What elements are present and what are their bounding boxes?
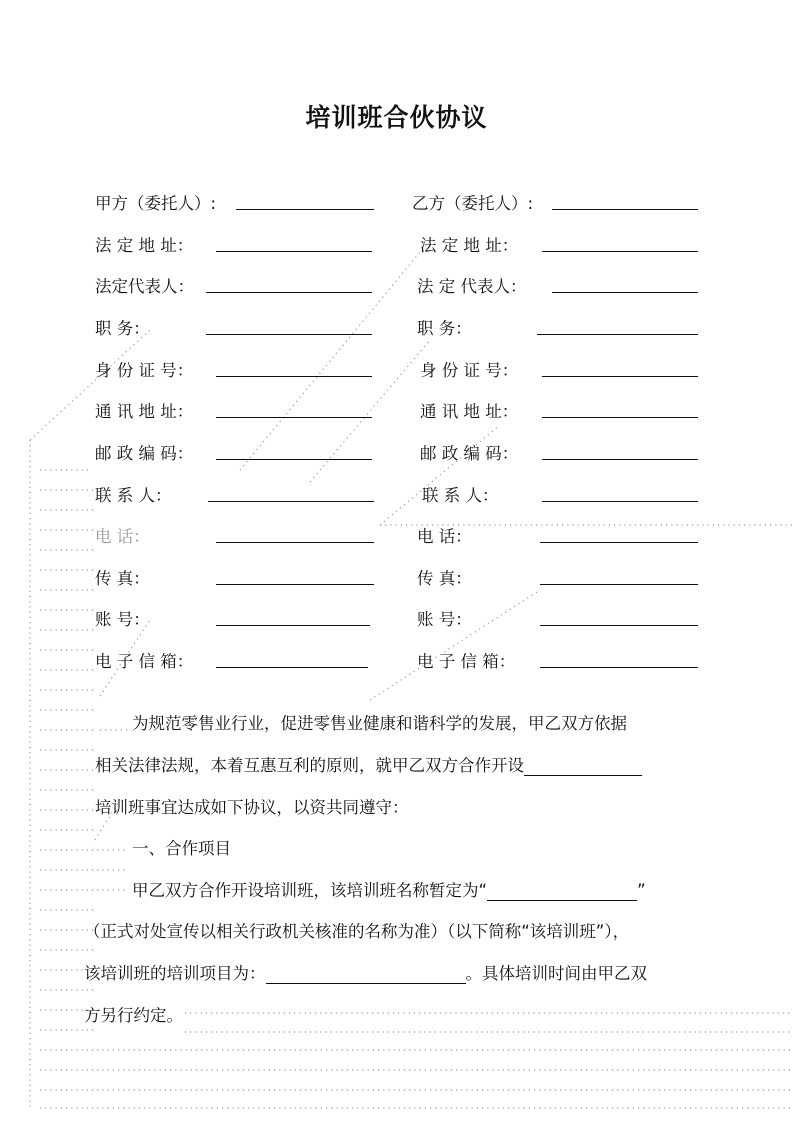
party-b-phone-blank[interactable] [540, 542, 698, 543]
party-a-contact-label: 联 系 人： [95, 486, 172, 505]
party-b-account-blank[interactable] [540, 625, 698, 626]
party-a-phone-label: 电 话： [95, 527, 150, 546]
party-a-email-blank[interactable] [216, 667, 368, 668]
party-b-address-blank[interactable] [542, 251, 698, 252]
party-b-header: 乙方（委托人）: [412, 194, 534, 213]
course-blank[interactable] [524, 757, 642, 776]
intro-line-2 [95, 752, 642, 776]
party-a-postcode-label: 邮 政 编 码： [95, 444, 194, 463]
section-1-line-3-tail: 。具体培训时间由甲乙双 [465, 964, 647, 983]
party-a-fax-blank[interactable] [216, 584, 374, 585]
party-a-id-label: 身 份 证 号： [95, 361, 194, 380]
section-1-line-1 [132, 877, 646, 901]
party-b-contact-blank[interactable] [542, 501, 698, 502]
party-a-id-blank[interactable] [216, 376, 372, 377]
party-a-account-label: 账 号： [95, 610, 150, 629]
party-a-contact-blank[interactable] [208, 501, 374, 502]
party-b-id-label: 身 份 证 号： [420, 361, 519, 380]
party-b-name-blank[interactable] [552, 209, 698, 210]
party-b-email-blank[interactable] [540, 667, 698, 668]
party-b-postcode-blank[interactable] [542, 459, 698, 460]
party-b-contact-label: 联 系 人： [422, 486, 499, 505]
party-b-fax-label: 传 真： [417, 569, 472, 588]
party-a-mail-address-blank[interactable] [216, 417, 372, 418]
party-a-address-label: 法 定 地 址： [95, 236, 194, 255]
training-item-blank[interactable] [266, 965, 466, 984]
section-1-line-2: （正式对处宣传以相关行政机关核准的名称为准）（以下简称“该培训班”）， [84, 922, 630, 941]
party-b-address-label: 法 定 地 址： [420, 236, 519, 255]
party-a-representative-blank[interactable] [206, 292, 372, 293]
party-b-account-label: 账 号： [417, 610, 472, 629]
party-a-position-blank[interactable] [206, 334, 372, 335]
section-1-line-3 [84, 960, 647, 984]
party-a-position-label: 职 务： [95, 319, 150, 338]
party-a-header: 甲方（委托人）: [95, 194, 217, 213]
section-1-line-3-text: 该培训班的培训项目为： [84, 964, 266, 983]
section-1-line-1-quote: ” [637, 881, 646, 900]
party-b-mail-address-blank[interactable] [542, 417, 698, 418]
class-name-blank[interactable] [487, 882, 637, 901]
intro-line-1: 为规范零售业行业，促进零售业健康和谐科学的发展，甲乙双方依据 [132, 714, 627, 733]
section-1-line-1-text: 甲乙双方合作开设培训班，该培训班名称暂定为“ [132, 881, 488, 900]
document-title: 培训班合伙协议 [305, 103, 488, 132]
party-b-postcode-label: 邮 政 编 码： [420, 444, 519, 463]
party-b-mail-address-label: 通 讯 地 址： [420, 402, 519, 421]
party-a-representative-label: 法定代表人： [95, 277, 194, 296]
party-b-fax-blank[interactable] [540, 584, 698, 585]
party-a-name-blank[interactable] [236, 209, 374, 210]
section-1-heading: 一、合作项目 [132, 839, 231, 858]
party-a-phone-blank[interactable] [216, 542, 374, 543]
intro-line-3: 培训班事宜达成如下协议，以资共同遵守： [95, 798, 409, 817]
party-b-position-blank[interactable] [537, 334, 698, 335]
party-a-email-label: 电 子 信 箱： [95, 652, 194, 671]
party-b-phone-label: 电 话： [417, 527, 472, 546]
section-1-line-4: 方另行约定。 [84, 1006, 183, 1025]
party-b-id-blank[interactable] [542, 376, 698, 377]
party-b-representative-label: 法 定 代表人： [417, 277, 527, 296]
party-a-account-blank[interactable] [216, 625, 370, 626]
party-a-fax-label: 传 真： [95, 569, 150, 588]
party-b-representative-blank[interactable] [552, 292, 698, 293]
party-b-position-label: 职 务： [417, 319, 472, 338]
party-b-email-label: 电 子 信 箱： [417, 652, 516, 671]
party-a-postcode-blank[interactable] [216, 459, 372, 460]
party-a-mail-address-label: 通 讯 地 址： [95, 402, 194, 421]
party-a-address-blank[interactable] [216, 251, 372, 252]
intro-line-2-text: 相关法律法规，本着互惠互利的原则，就甲乙双方合作开设 [95, 756, 524, 775]
